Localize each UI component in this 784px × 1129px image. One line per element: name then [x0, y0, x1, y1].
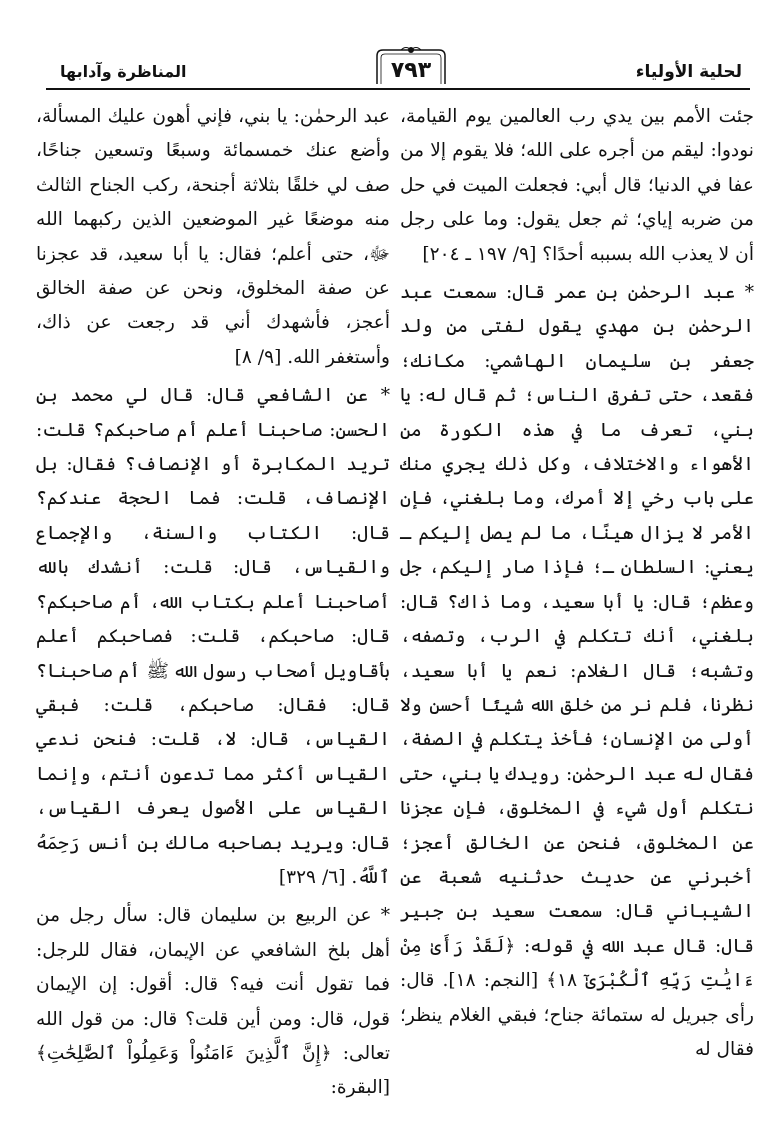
paragraph: عبد الرحمٰن: يا بني، فإني أهون عليك المسألة، وأضع عنك خمسمائة وسبعًا وتسعين جناحًا، صف لي خلقًا بثلاثة أجنحة، ركب الجناح الثالث منه موضعًا غير الموضعين الذين ركبهما الله ﷻ، حتى أعلم؛ فقال: يا أبا سعيد، قد عجزنا عن صفة المخلوق، ونحن عن صفة الخالق أعجز، فأشهدك أني قد رجعت عن ذاك، وأستغفر الله. [٩/ ٨]	[36, 106, 390, 368]
book-title: لحلية الأولياء	[635, 62, 742, 82]
section-title: المناظرة وآدابها	[60, 62, 187, 81]
paragraph: * عن الربيع بن سليمان قال: سأل رجل من أهل بلخ الشافعي عن الإيمان، فقال للرجل: فما تقول أنت فيه؟ قال: أقول: إن الإيمان قول، قال: ومن أين قلت؟ قال: من قول الله تعالى: ﴿إِنَّ ٱلَّذِينَ ءَامَنُواْ وَعَمِلُواْ ٱلصَّٰلِحَٰتِ﴾ [البقرة:	[36, 905, 390, 1099]
right-text-column	[400, 100, 754, 1110]
paragraph: * عبد الرحمٰن بن عمر قال: سمعت عبد الرحمٰن بن مهدي يقول لفتى من ولد جعفر بن سليمان الهاشمي: مكانك؛ فقعد، حتى تفرق الناس؛ ثم قال له: يا بني، تعرف ما في هذه الكورة من الأهواء والاختلاف، وكل ذلك يجري منك على باب رخي إلا أمرك، وما بلغني، فإن الأمر لا يزال هينًا، ما لم يصل إليكم ـ يعني: السلطان ـ؛ فإذا صار إليكم، جل وعظم؛ قال: يا أبا سعيد، وما ذاك؟ قال: بلغني، أنك تتكلم في الرب، وتصفه، وتشبه؛ قال الغلام: نعم يا أبا سعيد، نظرنا، فلم نر من خلق الله شيئًا أحسن ولا أولى من الإنسان؛ فأخذ يتكلم في الصفة، فقال له عبد الرحمٰن: رويدك يا بني، حتى نتكلم أول شيء في المخلوق، فإن عجزنا عن المخلوق، فنحن عن الخالق أعجز؛ أخبرني عن حديث حدثنيه شعبة عن الشيباني قال: سمعت سعيد بن جبير قال: قال عبد الله في قوله: ﴿لَقَدْ رَأَىٰ مِنْ ءَايَٰتِ رَبِّهِ ٱلْكُبْرَىٰٓ ١٨﴾ [النجم: ١٨]. قال: رأى جبريل له ستمائة جناح؛ فبقي الغلام ينظر؛ فقال له	[400, 282, 755, 1060]
header-rule	[46, 88, 750, 90]
page-header	[46, 40, 750, 92]
paragraph: جئت الأمم بين يدي رب العالمين يوم القيامة، نودوا: ليقم من أجره على الله؛ فلا يقوم إلا من عفا في الدنيا؛ قال أبي: فجعلت الميت في حل من ضربه إياي؛ ثم جعل يقول: وما على رجل أن لا يعذب الله بسببه أحدًا؟ [٩/ ١٩٧ ـ ٢٠٤]	[400, 106, 754, 265]
page-number: ٧٩٣	[390, 58, 432, 83]
paragraph: * عن الشافعي قال: قال لي محمد بن الحسن: صاحبنا أعلم أم صاحبكم؟ قلت: تريد المكابرة أو الإنصاف؟ فقال: بل الإنصاف، قلت: فما الحجة عندكم؟ قال: الكتاب والسنة، والإجماع والقياس، قال: قلت: أنشدك بالله أصاحبنا أعلم بكتاب الله، أم صاحبكم؟ قال: صاحبكم، قلت: فصاحبكم أعلم بأقاويل أصحاب رسول الله ﷺ أم صاحبنا؟ قال: فقال: صاحبكم، قلت: فبقي القياس، قال: لا، قلت: فنحن ندعي القياس أكثر مما تدعون أنتم، وإنما القياس على الأصول يعرف القياس، قال: ويريد بصاحبه مالك بن أنس رَحِمَهُ ٱللَّهُ. [٦/ ٣٢٩]	[36, 385, 390, 888]
left-text-column	[36, 100, 390, 1110]
page-number-frame	[371, 46, 451, 86]
